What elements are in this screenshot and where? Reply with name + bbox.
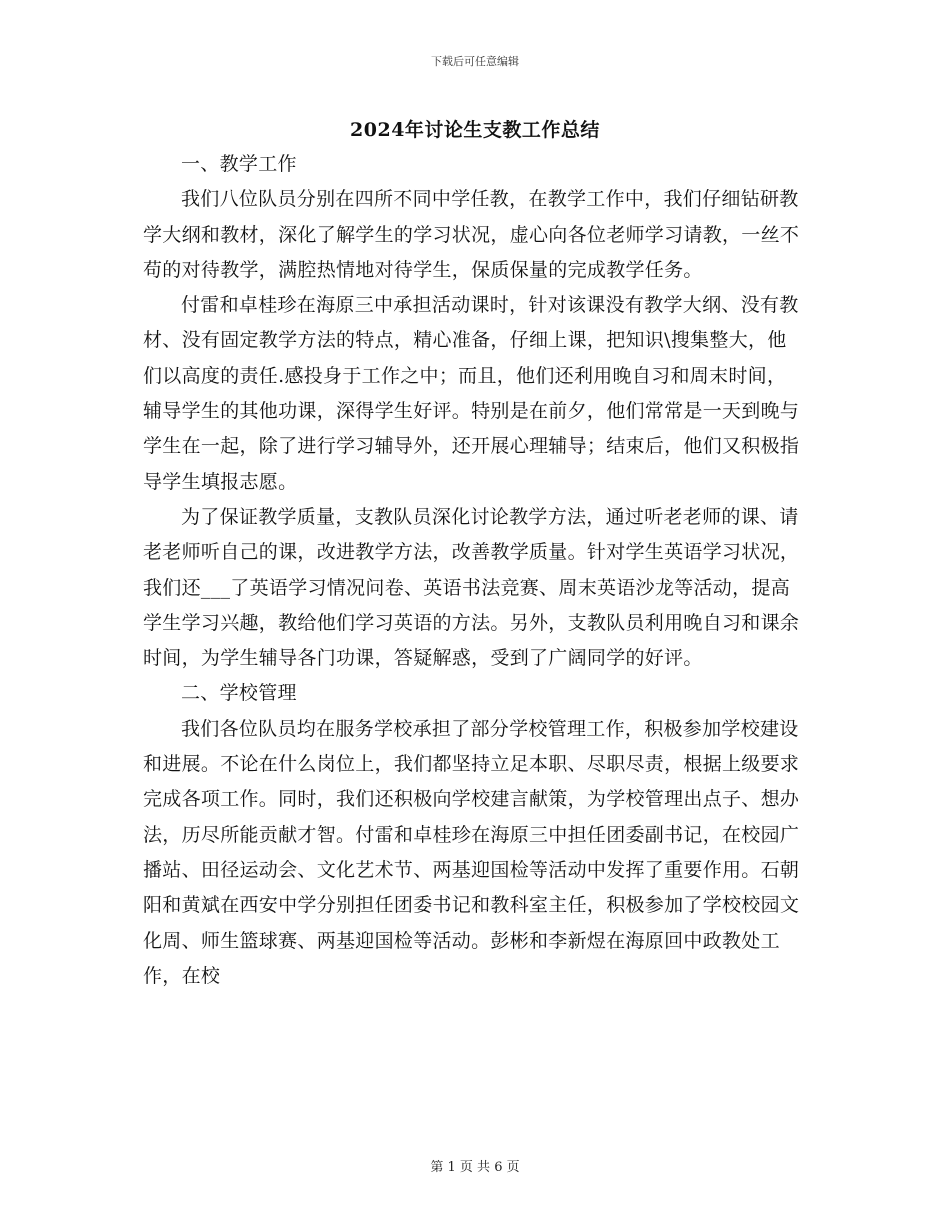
paragraph: 我们各位队员均在服务学校承担了部分学校管理工作，积极参加学校建设和进展。不论在什么岗位上，我们都坚持立足本职、尽职尽责，根据上级要求完成各项工作。同时，我们还积极向学校建言献策，为学校管理出点子、想办法，历尽所能贡献才智。付雷和卓桂珍在海原三中担任团委副书记，在校园广播站、田径运动会、文化艺术节、两基迎国检等活动中发挥了重要作用。石朝阳和黄斌在西安中学分别担任团委书记和教科室主任，积极参加了学校校园文化周、师生篮球赛、两基迎国检等活动。彭彬和李新煜在海原回中政教处工作，在校 [143, 717, 800, 987]
page-number: 第 1 页 共 6 页 [430, 1160, 520, 1175]
paragraph: 付雷和卓桂珍在海原三中承担活动课时，针对该课没有教学大纲、没有教材、没有固定教学方法的特点，精心准备，仔细上课，把知识\搜集整大，他们以高度的责任.感投身于工作之中；而且，他们还利用晚自习和周末时间，辅导学生的其他功课，深得学生好评。特别是在前夕，他们常常是一天到晚与学生在一起，除了进行学习辅导外，还开展心理辅导；结束后，他们又积极指导学生填报志愿。 [143, 294, 800, 493]
document-title: 2024年讨论生支教工作总结 [350, 119, 600, 141]
paragraph: 为了保证教学质量，支教队员深化讨论教学方法，通过听老老师的课、请老老师听自己的课，改进教学方法，改善教学质量。针对学生英语学习状况，我们还___了英语学习情况问卷、英语书法竞赛、周末英语沙龙等活动，提高学生学习兴趣，教给他们学习英语的方法。另外，支教队员利用晚自习和课余时间，为学生辅导各门功课，答疑解惑，受到了广阔同学的好评。 [143, 505, 800, 670]
header-note: 下载后可任意编辑 [431, 55, 519, 68]
section-heading-school-management: 二、学校管理 [181, 682, 297, 705]
paragraph: 我们八位队员分别在四所不同中学任教，在教学工作中，我们仔细钻研教学大纲和教材，深化了解学生的学习状况，虚心向各位老师学习请教，一丝不苟的对待教学，满腔热情地对待学生，保质保量的完成教学任务。 [143, 188, 800, 281]
section-heading-teaching: 一、教学工作 [181, 153, 297, 175]
document-body [143, 147, 805, 994]
